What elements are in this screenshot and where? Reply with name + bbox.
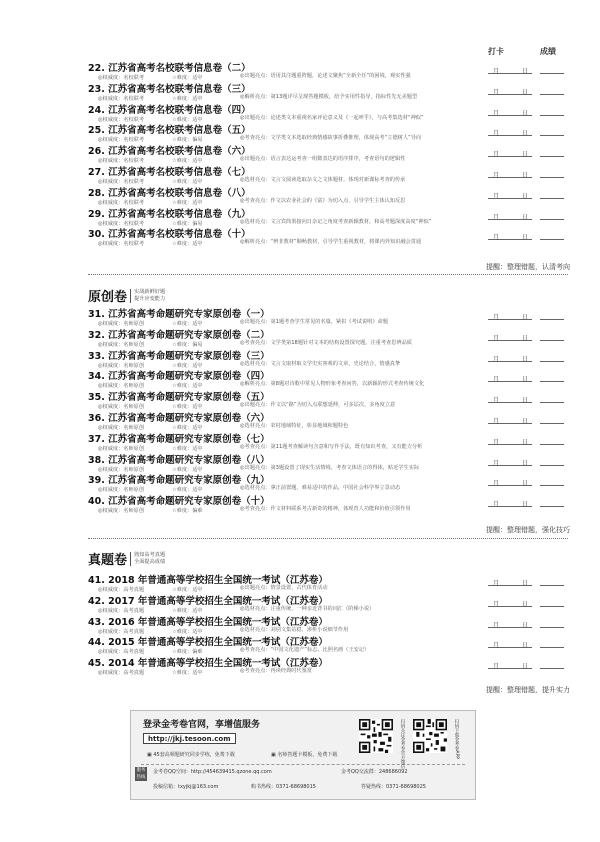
exam-meta — [98, 197, 484, 206]
month-label: 月 — [493, 192, 500, 200]
exam-title[interactable]: 42. 2017 年普通高等学校招生全国统一考试（江苏卷） — [88, 595, 328, 607]
difficulty-label: ☆难度：适中 — [172, 383, 203, 390]
highlight-label: ◎考查亮点：文学类第18题针对文本的结构设置探究题，注重考查思辨品质 — [240, 339, 412, 346]
exam-title[interactable]: 25. 江苏省高考名校联考信息卷（五） — [88, 125, 251, 137]
section-description — [130, 289, 165, 303]
exam-title[interactable]: 37. 江苏省高考命题研究专家原创卷（七） — [88, 433, 270, 445]
exam-item[interactable] — [88, 655, 568, 677]
day-label: 日 — [522, 418, 529, 425]
score-field[interactable] — [540, 465, 564, 466]
checkin-date-field[interactable] — [488, 437, 532, 445]
checkin-date-field[interactable] — [488, 232, 532, 240]
difficulty-label: ☆难度：偏难 — [172, 508, 203, 515]
difficulty-label: ☆难度：适中 — [172, 199, 203, 206]
difficulty-label: ☆难度：适中 — [172, 587, 203, 593]
support-phone: 答疑热线：0371-68698025 — [361, 784, 426, 790]
exam-meta — [98, 626, 484, 635]
day-label: 日 — [522, 580, 529, 587]
month-label: 月 — [493, 580, 500, 587]
day-label: 日 — [522, 314, 529, 321]
highlight-label: ◎出题亮点：论述类文本重视名家评论意义及《一起呼乎》，与高考集选材“神似” — [240, 114, 424, 121]
reminder-note: 提醒：整理错题，认清考向 — [486, 263, 570, 271]
highlight-label: ◎考查亮点：作文以农业社会的《富》为切入点，引导学生主体认知反思 — [240, 197, 406, 204]
authority-label: ◎权威度：名师原创 — [98, 445, 145, 452]
day-label: 日 — [522, 355, 529, 363]
exam-meta — [98, 422, 484, 431]
checkin-date-field[interactable] — [488, 478, 532, 486]
exam-meta — [98, 238, 484, 247]
exam-title[interactable]: 27. 江苏省高考名校联考信息卷（七） — [88, 167, 251, 178]
checkin-date-field[interactable] — [488, 620, 532, 628]
day-label: 日 — [522, 600, 529, 608]
exam-meta — [98, 134, 484, 143]
difficulty-label: ☆难度：适中 — [172, 116, 203, 123]
highlight-label: ◎出题亮点：作文以“路”为切入点联想延伸，可多层次、多角度立意 — [240, 402, 396, 409]
month-label: 月 — [493, 376, 500, 384]
day-label: 日 — [522, 334, 529, 342]
exam-title[interactable]: 33. 江苏省高考命题研究专家原创卷（三） — [88, 350, 270, 362]
month-label: 月 — [493, 213, 500, 221]
authority-label: ◎权威度：名校联考 — [98, 137, 145, 144]
exam-item[interactable] — [88, 185, 568, 207]
score-field[interactable] — [540, 198, 564, 199]
exam-item[interactable] — [88, 614, 568, 636]
checkin-date-field[interactable] — [488, 499, 532, 507]
month-label: 月 — [493, 621, 500, 629]
highlight-label: ◎出题亮点：第1题考查学生常见的名篇，紧扣《考试说明》命题 — [240, 319, 388, 325]
score-field[interactable] — [540, 156, 564, 157]
exam-item[interactable] — [88, 226, 568, 248]
authority-label: ◎权威度：名师原创 — [98, 341, 145, 348]
difficulty-label: ☆难度：适中 — [172, 95, 203, 102]
authority-label: ◎权威度：名校联考 — [98, 179, 145, 185]
highlight-label: ◎选材亮点：文言文取材取文学史实客观的文章，史论结合，情感真挚 — [240, 360, 401, 367]
exam-meta — [98, 584, 484, 593]
wechat-qr-code[interactable] — [359, 719, 393, 753]
month-label: 月 — [493, 438, 500, 446]
exam-meta — [98, 605, 484, 614]
month-label: 月 — [493, 234, 500, 242]
authority-label: ◎权威度：名师原创 — [98, 508, 145, 515]
exam-title[interactable]: 30. 江苏省高考名校联考信息卷（十） — [88, 229, 251, 241]
promo-box — [130, 710, 476, 800]
exam-item[interactable] — [88, 60, 568, 82]
checkin-date-field[interactable] — [488, 66, 532, 74]
day-label: 日 — [522, 501, 529, 509]
exam-meta — [98, 505, 484, 514]
day-label: 日 — [522, 234, 529, 242]
exam-title[interactable]: 40. 江苏省高考命题研究专家原创卷（十） — [88, 496, 270, 508]
month-label: 月 — [493, 397, 500, 405]
exam-title[interactable]: 24. 江苏省高考名校联考信息卷（四） — [88, 104, 251, 116]
day-label: 日 — [522, 192, 529, 200]
exam-meta — [98, 380, 484, 389]
answer-card-text: 名师答题卡模板，免费下载 — [277, 752, 338, 758]
highlight-label: ◎考查亮点：“中国文化遗产”标志、比照名画（王安记） — [240, 647, 370, 654]
highlight-label: ◎选材亮点：注重传统，一种亲近背书的词汇（阶梯小说） — [240, 605, 375, 612]
exam-item[interactable] — [88, 410, 568, 432]
difficulty-label: ☆难度：适中 — [172, 241, 203, 248]
section-desc-line: 实战新鲜好题 — [134, 288, 166, 295]
checkin-date-field[interactable] — [488, 333, 532, 341]
checkin-date-field[interactable] — [488, 108, 532, 116]
score-field[interactable] — [540, 606, 564, 607]
difficulty-label: ☆难度：适中 — [172, 321, 203, 327]
difficulty-label: ☆难度：适中 — [172, 670, 203, 677]
day-label: 日 — [522, 459, 529, 467]
qzone-link[interactable]: 金考卷QQ空间：http://454639415.qzone.qq.com — [153, 769, 272, 775]
exam-meta — [98, 484, 484, 493]
exam-item[interactable] — [88, 634, 568, 656]
difficulty-label: ☆难度：适中 — [172, 75, 203, 81]
score-field[interactable] — [540, 485, 564, 486]
exam-meta — [98, 318, 484, 327]
section-divider — [88, 274, 568, 275]
authority-label: ◎权威度：名校联考 — [98, 95, 145, 102]
authority-label: ◎权威度：名校联考 — [98, 199, 145, 206]
day-label: 日 — [522, 480, 529, 488]
exam-meta — [98, 72, 484, 81]
exam-title[interactable]: 43. 2016 年普通高等学校招生全国统一考试（江苏卷） — [88, 616, 328, 628]
authority-label: ◎权威度：名师原创 — [98, 466, 145, 473]
month-label: 月 — [493, 130, 500, 138]
checkin-date-field[interactable] — [488, 191, 532, 199]
month-label: 月 — [493, 480, 500, 488]
month-label: 月 — [493, 600, 500, 608]
month-label: 月 — [493, 334, 500, 342]
checkin-date-field[interactable] — [488, 312, 532, 320]
score-field[interactable] — [540, 627, 564, 628]
month-label: 月 — [493, 68, 500, 75]
score-field[interactable] — [540, 94, 564, 95]
download-line-text: 45套高频题研究同步学练，免费下载 — [153, 752, 235, 758]
exam-title[interactable]: 31. 江苏省高考命题研究专家原创卷（一） — [88, 309, 270, 320]
website-link[interactable]: http://jkj.tesoon.com — [143, 733, 236, 744]
month-label: 月 — [493, 355, 500, 363]
highlight-label: ◎出题亮点：情景设置，古代体育活动 — [240, 585, 328, 591]
highlight-label: ◎选材亮点：刘别文集站稳，渗析小说细节作用 — [240, 626, 349, 633]
authority-label: ◎权威度：名校联考 — [98, 220, 145, 227]
exam-item[interactable] — [88, 327, 568, 349]
highlight-label: ◎选材亮点：农村地域特征，彰显地域和题特色 — [240, 423, 349, 429]
mail-link[interactable]: 投稿信箱：txyjkj@163.com — [153, 784, 219, 790]
day-label: 日 — [522, 151, 529, 159]
download-icon: ▣ — [147, 752, 154, 758]
month-label: 月 — [493, 459, 500, 467]
month-label: 月 — [493, 109, 500, 117]
score-field[interactable] — [540, 319, 564, 320]
score-header: 成绩 — [540, 47, 556, 56]
authority-label: ◎权威度：高考真题 — [98, 607, 145, 614]
exam-item[interactable] — [88, 593, 568, 615]
checkin-date-field[interactable] — [488, 128, 532, 136]
section-desc-line: 全面提高成绩 — [134, 558, 166, 565]
wechat-qr-label: 扫码关注金考卷官方微信 — [400, 719, 405, 769]
highlight-label: ◎出题亮点：语用其注题重阵题，论述文聚焦“全新全任”的困境，观实性强 — [240, 73, 411, 79]
day-label: 日 — [522, 621, 529, 629]
exam-item[interactable] — [88, 431, 568, 453]
day-label: 日 — [522, 88, 529, 96]
exam-item[interactable] — [88, 452, 568, 474]
exam-meta — [98, 93, 484, 102]
difficulty-label: ☆难度：适中 — [172, 158, 203, 165]
exam-title[interactable]: 36. 江苏省高考命题研究专家原创卷（六） — [88, 413, 270, 424]
checkin-date-field[interactable] — [488, 212, 532, 220]
difficulty-label: ☆难度：适中 — [172, 628, 203, 635]
exam-meta — [98, 464, 484, 473]
exam-meta — [98, 339, 484, 348]
highlight-label: ◎选材亮点：文言宾筒墨接向日杂记之角度考查新颖教材，和高考题深度高度“神似” — [240, 218, 432, 225]
score-field[interactable] — [540, 239, 564, 240]
difficulty-label: ☆难度：适中 — [172, 487, 203, 494]
section-divider — [88, 538, 568, 539]
exam-title[interactable]: 23. 江苏省高考名校联考信息卷（三） — [88, 83, 251, 95]
month-label: 月 — [493, 418, 500, 425]
month-label: 月 — [493, 151, 500, 159]
checkin-date-field[interactable] — [488, 599, 532, 607]
exam-item[interactable] — [88, 572, 568, 594]
highlight-label: ◎考查亮点：作文材料联系考古新奇的精神，体现育人功能和价值引领作用 — [240, 506, 411, 513]
section-header — [88, 548, 165, 568]
score-field[interactable] — [540, 340, 564, 341]
score-field[interactable] — [540, 402, 564, 403]
exam-title[interactable]: 45. 2014 年普通高等学校招生全国统一考试（江苏卷） — [88, 658, 328, 670]
score-field[interactable] — [540, 361, 564, 362]
section-description — [130, 552, 165, 566]
exam-meta — [98, 360, 484, 369]
authority-label: ◎权威度：名师原创 — [98, 362, 145, 369]
download-line — [147, 751, 235, 758]
exam-title[interactable]: 35. 江苏省高考命题研究专家原创卷（五） — [88, 392, 270, 404]
exam-title[interactable]: 34. 江苏省高考命题研究专家原创卷（四） — [88, 371, 270, 383]
highlight-label: ◎考查亮点：再读经典时代鉴赏 — [240, 668, 312, 675]
exam-title[interactable]: 29. 江苏省高考名校联考信息卷（九） — [88, 208, 251, 220]
difficulty-label: ☆难度：适中 — [172, 425, 203, 431]
checkin-date-field[interactable] — [488, 395, 532, 403]
score-field[interactable] — [540, 585, 564, 586]
day-label: 日 — [522, 172, 529, 179]
score-field[interactable] — [540, 219, 564, 220]
checkin-date-field[interactable] — [488, 661, 532, 669]
day-label: 日 — [522, 213, 529, 221]
hotline-logo: 服务热线 — [136, 768, 146, 780]
exam-meta — [98, 176, 484, 185]
exam-item[interactable] — [88, 143, 568, 165]
exam-item[interactable] — [88, 306, 568, 328]
highlight-label: ◎出题亮点：第3题设置了现实生活情境，考查文体语言的得体，贴近学生实际 — [240, 464, 420, 471]
month-label: 月 — [493, 88, 500, 96]
authority-label: ◎权威度：名校联考 — [98, 75, 145, 81]
score-field[interactable] — [540, 381, 564, 382]
authority-label: ◎权威度：名校联考 — [98, 158, 145, 165]
authority-label: ◎权威度：名师原创 — [98, 383, 145, 390]
authority-label: ◎权威度：名校联考 — [98, 116, 145, 123]
checkin-header: 打卡 — [488, 47, 504, 56]
score-field[interactable] — [540, 647, 564, 648]
promo-title: 登录金考卷官网，享增值服务 — [143, 720, 261, 730]
day-label: 日 — [522, 642, 529, 650]
exam-meta — [98, 114, 484, 123]
month-label: 月 — [493, 172, 500, 179]
reminder-note: 提醒：整理错题，强化技巧 — [486, 526, 570, 534]
highlight-label: ◎解析亮点：第13题详尽呈现答题模板，给予实用性指导，指标性先无美题型 — [240, 93, 418, 100]
order-phone: 购书热线：0371-68698015 — [251, 784, 316, 790]
difficulty-label: ☆难度：适中 — [172, 607, 203, 614]
exam-meta — [98, 646, 484, 655]
answer-card-line — [271, 751, 337, 758]
difficulty-label: ☆难度：偏难 — [172, 649, 203, 656]
exam-title[interactable]: 38. 江苏省高考命题研究专家原创卷（八） — [88, 454, 270, 466]
exam-meta — [98, 155, 484, 164]
authority-label: ◎权威度：名师原创 — [98, 425, 145, 431]
exam-item[interactable] — [88, 389, 568, 411]
divider — [141, 764, 465, 765]
highlight-label: ◎出题亮点：语言表达运考查一组微表达的语序排序，考查语句的逻辑性 — [240, 156, 406, 163]
exam-title[interactable]: 28. 江苏省高考名校联考信息卷（八） — [88, 187, 251, 199]
checkin-date-field[interactable] — [488, 87, 532, 95]
authority-label: ◎权威度：名师原创 — [98, 487, 145, 494]
exam-item[interactable] — [88, 102, 568, 124]
section-desc-line: 熟知高考真题 — [134, 551, 166, 558]
exam-title[interactable]: 22. 江苏省高考名校联考信息卷（二） — [88, 63, 251, 74]
day-label: 日 — [522, 376, 529, 384]
exam-item[interactable] — [88, 81, 568, 103]
exam-meta — [98, 218, 484, 227]
difficulty-label: ☆难度：适中 — [172, 404, 203, 411]
highlight-label: ◎考查亮点：第11题考查解读句含意和写作手法，既有知识考查，又有能力分析 — [240, 443, 423, 450]
checkin-date-field[interactable] — [488, 640, 532, 648]
exam-item[interactable] — [88, 164, 568, 186]
authority-label: ◎权威度：高考真题 — [98, 587, 145, 593]
section-desc-line: 提升应变能力 — [134, 295, 166, 302]
exam-meta — [98, 401, 484, 410]
authority-label: ◎权威度：名师原创 — [98, 321, 145, 327]
section-header — [88, 285, 165, 305]
score-field[interactable] — [540, 423, 564, 424]
day-label: 日 — [522, 397, 529, 405]
checkin-date-field[interactable] — [488, 149, 532, 157]
card-icon: ▣ — [271, 752, 278, 758]
difficulty-label: ☆难度：偏易 — [172, 341, 203, 348]
exam-title[interactable]: 26. 江苏省高考名校联考信息卷（六） — [88, 146, 251, 158]
checkin-date-field[interactable] — [488, 354, 532, 362]
month-label: 月 — [493, 314, 500, 321]
difficulty-label: ☆难度：适中 — [172, 445, 203, 452]
exam-title[interactable]: 32. 江苏省高考命题研究专家原创卷（二） — [88, 329, 270, 341]
checkin-date-field[interactable] — [488, 416, 532, 424]
exam-item[interactable] — [88, 206, 568, 228]
score-field[interactable] — [540, 177, 564, 178]
exam-item[interactable] — [88, 122, 568, 144]
section-title: 真题卷 — [88, 553, 128, 568]
exam-item[interactable] — [88, 348, 568, 370]
authority-label: ◎权威度：高考真题 — [98, 670, 145, 677]
score-field[interactable] — [540, 73, 564, 74]
score-field[interactable] — [540, 444, 564, 445]
exam-item[interactable] — [88, 493, 568, 515]
authority-label: ◎权威度：高考真题 — [98, 628, 145, 635]
difficulty-label: ☆难度：适中 — [172, 179, 203, 185]
score-field[interactable] — [540, 668, 564, 669]
checkin-date-field[interactable] — [488, 170, 532, 178]
day-label: 日 — [522, 130, 529, 138]
day-label: 日 — [522, 438, 529, 446]
app-qr-label: 扫码下载金考卷APP — [454, 719, 459, 760]
app-qr-code[interactable] — [413, 719, 447, 753]
month-label: 月 — [493, 642, 500, 650]
highlight-label: ◎考查亮点：文学类文本选取经典情感故事折叠推理，体现高考“立德树人”导向 — [240, 135, 422, 142]
exam-title[interactable]: 41. 2018 年普通高等学校招生全国统一考试（江苏卷） — [88, 575, 328, 586]
authority-label: ◎权威度：高考真题 — [98, 649, 145, 656]
day-label: 日 — [522, 663, 529, 671]
highlight-label: ◎解析亮点：第8题对诗歌中常见人物形象考查问答，以新颖的形式考查传统文化 — [240, 381, 425, 388]
score-field[interactable] — [540, 115, 564, 116]
checkin-date-field[interactable] — [488, 578, 532, 586]
section-title: 原创卷 — [88, 290, 128, 305]
difficulty-label: ☆难度：适中 — [172, 466, 203, 473]
checkin-date-field[interactable] — [488, 374, 532, 382]
authority-label: ◎权威度：名校联考 — [98, 241, 145, 248]
score-field[interactable] — [540, 506, 564, 507]
highlight-label: ◎选材亮点：文言文阅读选取杂文之文体题材，体现对新课标考查的传承 — [240, 177, 406, 183]
highlight-label: ◎解析亮点：“辨非教材”顺畅教材，引导学生重视教材，将课内外知识融会贯通 — [240, 239, 422, 246]
difficulty-label: ☆难度：偏易 — [172, 220, 203, 227]
authority-label: ◎权威度：名师原创 — [98, 404, 145, 411]
exam-title[interactable]: 44. 2015 年普通高等学校招生全国统一考试（江苏卷） — [88, 637, 328, 649]
checkin-date-field[interactable] — [488, 458, 532, 466]
exam-item[interactable] — [88, 368, 568, 390]
difficulty-label: ☆难度：适中 — [172, 362, 203, 369]
reminder-note: 提醒：整理错题，提升实力 — [486, 686, 570, 694]
month-label: 月 — [493, 663, 500, 671]
exam-meta — [98, 443, 484, 452]
score-field[interactable] — [540, 135, 564, 136]
highlight-label: ◎选材亮点：拿正前置题，难易适中的作品，中国社会科学界立景动态 — [240, 485, 401, 492]
day-label: 日 — [522, 68, 529, 75]
exam-title[interactable]: 39. 江苏省高考命题研究专家原创卷（九） — [88, 475, 270, 487]
difficulty-label: ☆难度：偏易 — [172, 137, 203, 144]
month-label: 月 — [493, 501, 500, 509]
day-label: 日 — [522, 109, 529, 117]
qq-group: 金考QQ交流群：248686092 — [341, 769, 408, 775]
exam-meta — [98, 667, 484, 676]
exam-item[interactable] — [88, 472, 568, 494]
